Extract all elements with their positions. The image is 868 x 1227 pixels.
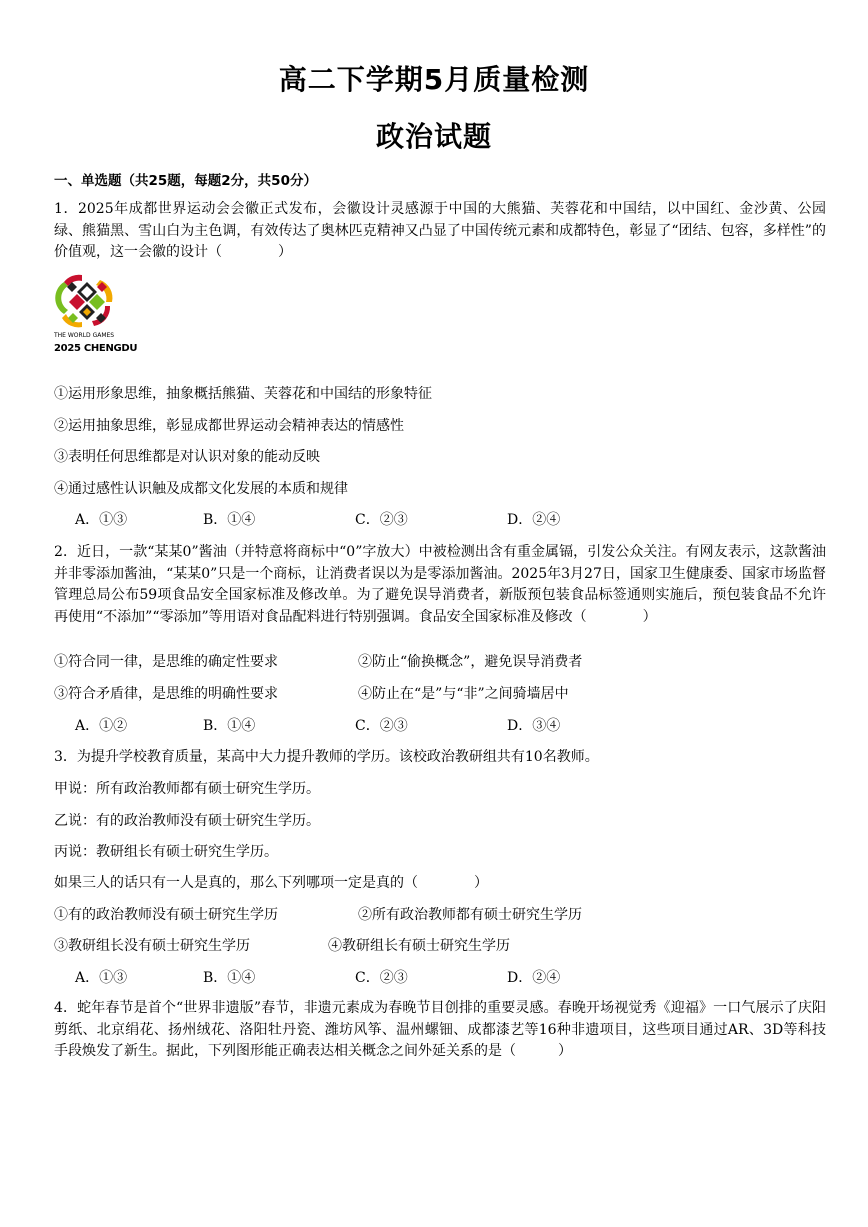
q3-option-d[interactable]: D．②④ xyxy=(507,970,561,986)
q3-option-a[interactable]: A．①③ xyxy=(75,970,128,986)
q1-option-b[interactable]: B．①④ xyxy=(203,512,256,528)
q3-statement-bing: 丙说：教研组长有硕士研究生学历。 xyxy=(54,844,278,860)
q2-option-d[interactable]: D．③④ xyxy=(507,718,561,734)
q1-option-a[interactable]: A．①③ xyxy=(75,512,128,528)
exam-title: 高二下学期5月质量检测 xyxy=(278,63,590,96)
q3-option-b[interactable]: B．①④ xyxy=(203,970,256,986)
logo-text-world-games: THE WORLD GAMES xyxy=(54,332,115,339)
q1-statement-3: ③表明任何思维都是对认识对象的能动反映 xyxy=(54,449,320,465)
q3-option-c[interactable]: C．②③ xyxy=(355,970,408,986)
q2-statement-1: ①符合同一律，是思维的确定性要求 xyxy=(54,654,278,670)
q2-statement-4: ④防止在“是”与“非”之间骑墙居中 xyxy=(358,686,569,702)
q2-option-c[interactable]: C．②③ xyxy=(355,718,408,734)
q3-question: 如果三人的话只有一人是真的，那么下列哪项一定是真的（ ） xyxy=(54,875,488,891)
world-games-logo-icon xyxy=(54,272,134,330)
q1-statement-1: ①运用形象思维，抽象概括熊猫、芙蓉花和中国结的形象特征 xyxy=(54,386,432,402)
logo-text-chengdu: 2025 CHENGDU xyxy=(54,343,138,354)
q2-option-a[interactable]: A．①② xyxy=(75,718,128,734)
q2-option-b[interactable]: B．①④ xyxy=(203,718,256,734)
q3-statement-yi: 乙说：有的政治教师没有硕士研究生学历。 xyxy=(54,813,320,829)
question-4-stem: 4．蛇年春节是首个“世界非遗版”春节，非遗元素成为春晚节目创排的重要灵感。春晚开场视觉秀《迎福》一口气展示了庆阳剪纸、北京绢花、扬州绒花、洛阳牡丹瓷、潍坊风筝、温州螺钿、成都漆艺等16种非遗项目，这些项目通过AR、3D等科技手段焕发了新生。据此，下列图形能正确表达相关概念之间外延关系的是（ ） xyxy=(54,1000,826,1059)
q1-statement-2: ②运用抽象思维，彰显成都世界运动会精神表达的情感性 xyxy=(54,418,404,434)
q1-statement-4: ④通过感性认识触及成都文化发展的本质和规律 xyxy=(54,481,348,497)
section-heading: 一、单选题（共25题，每题2分，共50分） xyxy=(54,173,317,189)
question-1-stem: 1．2025年成都世界运动会会徽正式发布，会徽设计灵感源于中国的大熊猫、芙蓉花和中国结，以中国红、金沙黄、公园绿、熊猫黑、雪山白为主色调，有效传达了奥林匹克精神又凸显了中国传统元素和成都特色，彰显了“团结、包容，多样性”的价值观，这一会徽的设计（ ） xyxy=(54,201,826,260)
q3-statement-jia: 甲说：所有政治教师都有硕士研究生学历。 xyxy=(54,781,320,797)
q3-statement-1: ①有的政治教师没有硕士研究生学历 xyxy=(54,907,278,923)
question-3-stem: 3．为提升学校教育质量，某高中大力提升教师的学历。该校政治教研组共有10名教师。 xyxy=(54,749,599,765)
q2-statement-3: ③符合矛盾律，是思维的明确性要求 xyxy=(54,686,278,702)
q3-statement-3: ③教研组长没有硕士研究生学历 xyxy=(54,938,250,954)
world-games-logo xyxy=(54,272,138,367)
q1-option-d[interactable]: D．②④ xyxy=(507,512,561,528)
q1-option-c[interactable]: C．②③ xyxy=(355,512,408,528)
exam-subtitle: 政治试题 xyxy=(375,120,492,153)
q3-statement-2: ②所有政治教师都有硕士研究生学历 xyxy=(358,907,582,923)
q2-statement-2: ②防止“偷换概念”，避免误导消费者 xyxy=(358,654,583,670)
q3-statement-4: ④教研组长有硕士研究生学历 xyxy=(328,938,510,954)
question-2-stem: 2．近日，一款“某某0”酱油（并特意将商标中“0”字放大）中被检测出含有重金属镉，引发公众关注。有网友表示，这款酱油并非零添加酱油，“某某0”只是一个商标，让消费者误以为是零添加酱油。2025年3月27日，国家卫生健康委、国家市场监督管理总局公布59项食品安全国家标准及修改单。为了避免误导消费者，新版预包装食品标签通则实施后，预包装食品不允许再使用“不添加”“零添加”等用语对食品配料进行特别强调。食品安全国家标准及修改（ ） xyxy=(54,544,826,625)
